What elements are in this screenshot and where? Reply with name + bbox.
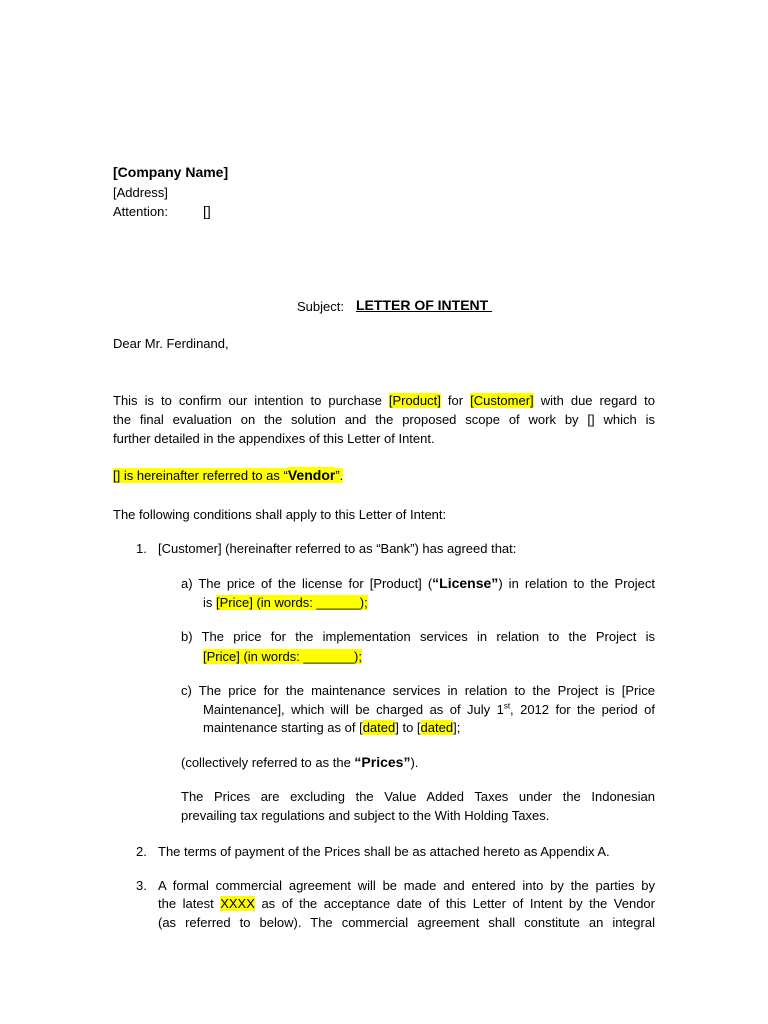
company-name: [Company Name] [113,164,229,180]
conditions-intro: The following conditions shall apply to this Letter of Intent: [113,507,447,522]
item-a-text: a) The price of the license for [Product] ( [181,576,433,591]
collective-text: (collectively referred to as the [181,755,355,770]
subject-label: Subject: [297,299,344,314]
license-term: “License” [432,575,499,591]
item-c-text: Maintenance], which will be charged as of July 1 [203,702,504,717]
collective-definition [181,753,418,772]
item-c-line-3 [203,718,460,737]
dated-placeholder-end: dated [420,720,454,735]
intro-text: for [440,393,471,408]
intro-line-1 [113,391,655,410]
vendor-prefix: [] is hereinafter referred to as “ [113,468,288,483]
collective-text: ). [410,755,419,770]
item-a-text: ) in relation to the Project [498,576,655,591]
item-c-text: maintenance starting as of [ [203,720,363,735]
intro-line-2: the final evaluation on the solution and the proposed scope of work by [] which is [113,412,655,427]
item-a-line-2 [203,593,368,612]
vendor-term: Vendor [287,467,336,483]
intro-line-3: further detailed in the appendixes of this Letter of Intent. [113,431,435,446]
item-c-text: ]; [453,720,461,735]
address: [Address] [113,185,168,200]
salutation: Dear Mr. Ferdinand, [113,336,229,351]
item-a-text: is [203,595,216,610]
prices-term: “Prices” [354,754,411,770]
deadline-placeholder: XXXX [220,896,255,911]
item-b-line-2 [203,647,362,666]
attention-value: [] [203,203,211,219]
item-3-line-2 [158,894,655,913]
vendor-suffix: ”. [335,468,344,483]
vendor-definition [113,466,343,485]
intro-text: This is to confirm our intention to purchase [113,393,389,408]
item-a-line-1 [181,574,655,593]
item-2-text: The terms of payment of the Prices shall be as attached hereto as Appendix A. [158,844,610,859]
item-1-text: [Customer] (hereinafter referred to as “Bank”) has agreed that: [158,541,517,556]
item-number-3: 3. [136,878,147,893]
item-number-1: 1. [136,541,147,556]
item-3-text: the latest [158,896,221,911]
implementation-price-placeholder: [Price] (in words: _______); [203,649,362,664]
item-c-text: ] to [ [395,720,421,735]
item-3-line-1: A formal commercial agreement will be made and entered into by the parties by [158,878,655,893]
dated-placeholder-start: dated [362,720,396,735]
item-3-line-3: (as referred to below). The commercial agreement shall constitute an integral [158,915,655,930]
prices-tax-line-1: The Prices are excluding the Value Added Taxes under the Indonesian [181,789,655,804]
subject-title: LETTER OF INTENT [356,297,493,313]
ordinal-suffix: st [503,701,511,711]
product-placeholder: [Product] [388,393,441,408]
item-number-2: 2. [136,844,147,859]
item-3-text: as of the acceptance date of this Letter of Intent by the Vendor [254,896,655,911]
license-price-placeholder: [Price] (in words: ______); [216,595,368,610]
item-c-text: , 2012 for the period of [510,702,655,717]
item-b-line-1: b) The price for the implementation services in relation to the Project is [181,629,655,644]
attention-label: Attention: [113,204,168,219]
item-c-line-1: c) The price for the maintenance services in relation to the Project is [Price [181,683,655,698]
customer-placeholder: [Customer] [470,393,534,408]
prices-tax-line-2: prevailing tax regulations and subject to the With Holding Taxes. [181,808,550,823]
intro-text: with due regard to [533,393,655,408]
item-c-line-2 [203,700,655,719]
